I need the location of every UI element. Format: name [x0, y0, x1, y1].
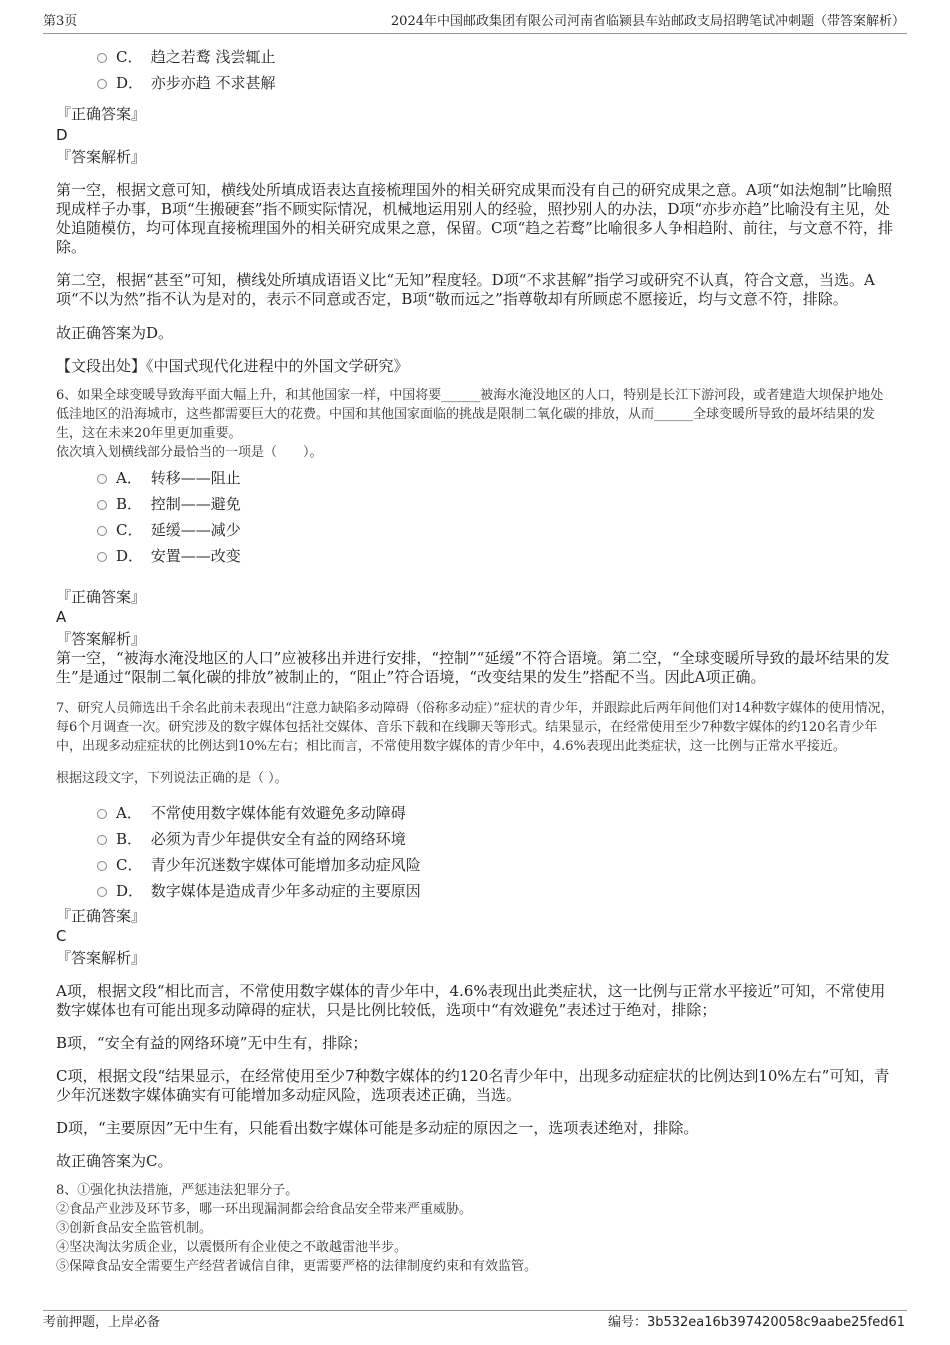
document-title: 2024年中国邮政集团有限公司河南省临颍县车站邮政支局招聘笔试冲刺题（带答案解析） [390, 14, 905, 29]
footer-slogan: 考前押题，上岸必备 [43, 1315, 161, 1330]
document-code: 编号：3b532ea16b397420058c9aabe25fed61 [607, 1315, 905, 1330]
option-letter: B． [116, 495, 143, 513]
option-text: 数字媒体是造成青少年多动症的主要原因 [150, 882, 421, 900]
option-text: 趋之若鹜 浅尝辄止 [150, 48, 276, 66]
q8-line-1: 8、①强化执法措施，严惩违法犯罪分子。 [56, 1183, 299, 1198]
q8-line-5: ⑤保障食品安全需要生产经营者诚信自律，更需要严格的法律制度约束和有效监管。 [56, 1259, 538, 1274]
q7-stem: 7、研究人员筛选出千余名此前未表现出“注意力缺陷多动障碍（俗称多动症）”症状的青少年，并跟踪此后两年间他们对14种数字媒体的使用情况，每6个月调查一次。研究涉及的数字媒体包括社交媒体、音乐下载和在线聊天等形式。结果显示，在经常使用至少7种数字媒体的约120名青少年中，出现多动症症状的比例达到10%左右；相比而言，不常使用数字媒体的青少年中，4.6%表现出此类症状，这一比例与正常水平接近。 [56, 701, 894, 754]
page-number: 第3页 [43, 14, 78, 29]
q6-analysis: 第一空，“被海水淹没地区的人口”应被移出并进行安排，“控制”“延缓”不符合语境。第二空，“全球变暖所导致的最坏结果的发生”是通过“限制二氧化碳的排放”被制止的，“阻止”符合语境，“改变结果的发生”搭配不当。因此A项正确。 [56, 649, 890, 686]
q7-answer-label: 『正确答案』 [56, 907, 147, 925]
radio-icon[interactable] [97, 861, 107, 871]
option-letter: A． [116, 804, 142, 822]
q7-analysis-label: 『答案解析』 [56, 949, 147, 967]
q6-option-a[interactable] [56, 465, 896, 491]
q7-option-b[interactable] [56, 826, 896, 852]
radio-icon[interactable] [97, 552, 107, 562]
page-header [43, 12, 907, 34]
option-text: 不常使用数字媒体能有效避免多动障碍 [150, 804, 406, 822]
option-text: 延缓——减少 [150, 521, 241, 539]
radio-icon[interactable] [97, 809, 107, 819]
q6-option-c[interactable] [56, 517, 896, 543]
option-letter: D． [116, 882, 144, 900]
page-footer [43, 1310, 907, 1332]
q8-line-2: ②食品产业涉及环节多，哪一环出现漏洞都会给食品安全带来严重威胁。 [56, 1202, 473, 1217]
q6-answer: A [56, 608, 67, 626]
radio-icon[interactable] [97, 500, 107, 510]
q5-source: 【文段出处】《中国式现代化进程中的外国文学研究》 [56, 357, 409, 375]
q8-statements [56, 1181, 896, 1276]
option-text: 安置——改变 [150, 547, 241, 565]
q7-option-d[interactable] [56, 878, 896, 904]
q8-line-4: ④坚决淘汰劣质企业，以震慑所有企业使之不敢越雷池半步。 [56, 1240, 408, 1255]
q5-answer-label: 『正确答案』 [56, 105, 147, 123]
q7-option-a[interactable] [56, 800, 896, 826]
q7-analysis-a: A项，根据文段“相比而言，不常使用数字媒体的青少年中，4.6%表现出此类症状，这一比例与正常水平接近”可知，不常使用数字媒体也有可能出现多动障碍的症状，只是比例比较低，选项中“有效避免”表述过于绝对，排除； [56, 982, 886, 1019]
radio-icon[interactable] [97, 835, 107, 845]
q6-option-b[interactable] [56, 491, 896, 517]
q5-analysis-conclusion: 故正确答案为D。 [56, 324, 174, 342]
option-text: 控制——避免 [150, 495, 241, 513]
q7-analysis-conclusion: 故正确答案为C。 [56, 1152, 173, 1170]
option-letter: C． [116, 521, 143, 539]
q7-answer: C [56, 927, 67, 945]
q7-prompt: 根据这段文字，下列说法正确的是（ ）。 [56, 771, 288, 786]
q6-options [56, 465, 896, 569]
q6-analysis-label: 『答案解析』 [56, 630, 147, 648]
q6-answer-label: 『正确答案』 [56, 588, 147, 606]
q5-options [56, 44, 896, 96]
q5-analysis-label: 『答案解析』 [56, 148, 147, 166]
radio-icon[interactable] [97, 53, 107, 63]
q5-option-c[interactable] [56, 44, 896, 70]
q7-analysis-d: D项，“主要原因”无中生有，只能看出数字媒体可能是多动症的原因之一，选项表述绝对，排除。 [56, 1119, 699, 1137]
q6-prompt: 依次填入划横线部分最恰当的一项是（ ）。 [56, 445, 323, 460]
q8-line-3: ③创新食品安全监管机制。 [56, 1221, 213, 1236]
q7-analysis-b: B项，“安全有益的网络环境”无中生有，排除； [56, 1034, 368, 1052]
q7-analysis-c: C项，根据文段“结果显示，在经常使用至少7种数字媒体的约120名青少年中，出现多动症症状的比例达到10%左右”可知，青少年沉迷数字媒体确实有可能增加多动症风险，选项表述正确，当选。 [56, 1067, 890, 1104]
option-letter: D． [116, 74, 144, 92]
radio-icon[interactable] [97, 79, 107, 89]
q5-answer: D [56, 126, 68, 144]
document-body [56, 42, 896, 1276]
q6-option-d[interactable] [56, 543, 896, 569]
option-letter: A． [116, 469, 142, 487]
q5-analysis-para-1: 第一空，根据文意可知，横线处所填成语表达直接梳理国外的相关研究成果而没有自己的研究成果之意。A项“如法炮制”比喻照现成样子办事，B项“生搬硬套”指不顾实际情况，机械地运用别人的经验，照抄别人的办法，D项“亦步亦趋”比喻没有主见，处处追随模仿，均可体现直接梳理国外的相关研究成果之意，保留。C项“趋之若鹜”比喻很多人争相趋附、前往，与文意不符，排除。 [56, 181, 893, 256]
radio-icon[interactable] [97, 474, 107, 484]
option-letter: D． [116, 547, 144, 565]
q5-option-d[interactable] [56, 70, 896, 96]
option-text: 亦步亦趋 不求甚解 [150, 74, 276, 92]
option-text: 必须为青少年提供安全有益的网络环境 [150, 830, 406, 848]
radio-icon[interactable] [97, 526, 107, 536]
q7-option-c[interactable] [56, 852, 896, 878]
radio-icon[interactable] [97, 887, 107, 897]
option-letter: C． [116, 48, 143, 66]
option-text: 青少年沉迷数字媒体可能增加多动症风险 [150, 856, 421, 874]
option-letter: B． [116, 830, 143, 848]
q6-stem: 6、如果全球变暖导致海平面大幅上升，和其他国家一样，中国将要______被海水淹没地区的人口，特别是长江下游河段，或者建造大坝保护地处低洼地区的沿海城市，这些都需要巨大的花费。中国和其他国家面临的挑战是限制二氧化碳的排放，从而______全球变暖所导致的最坏结果的发生，这在未来20年里更加重要。 [56, 388, 884, 441]
option-letter: C． [116, 856, 143, 874]
option-text: 转移——阻止 [150, 469, 241, 487]
q7-options [56, 800, 896, 904]
q5-analysis-para-2: 第二空，根据“甚至”可知，横线处所填成语语义比“无知”程度轻。D项“不求甚解”指学习或研究不认真，符合文意，当选。A项“不以为然”指不认为是对的，表示不同意或否定，B项“敬而远之”指尊敬却有所顾虑不愿接近，均与文意不符，排除。 [56, 271, 875, 308]
